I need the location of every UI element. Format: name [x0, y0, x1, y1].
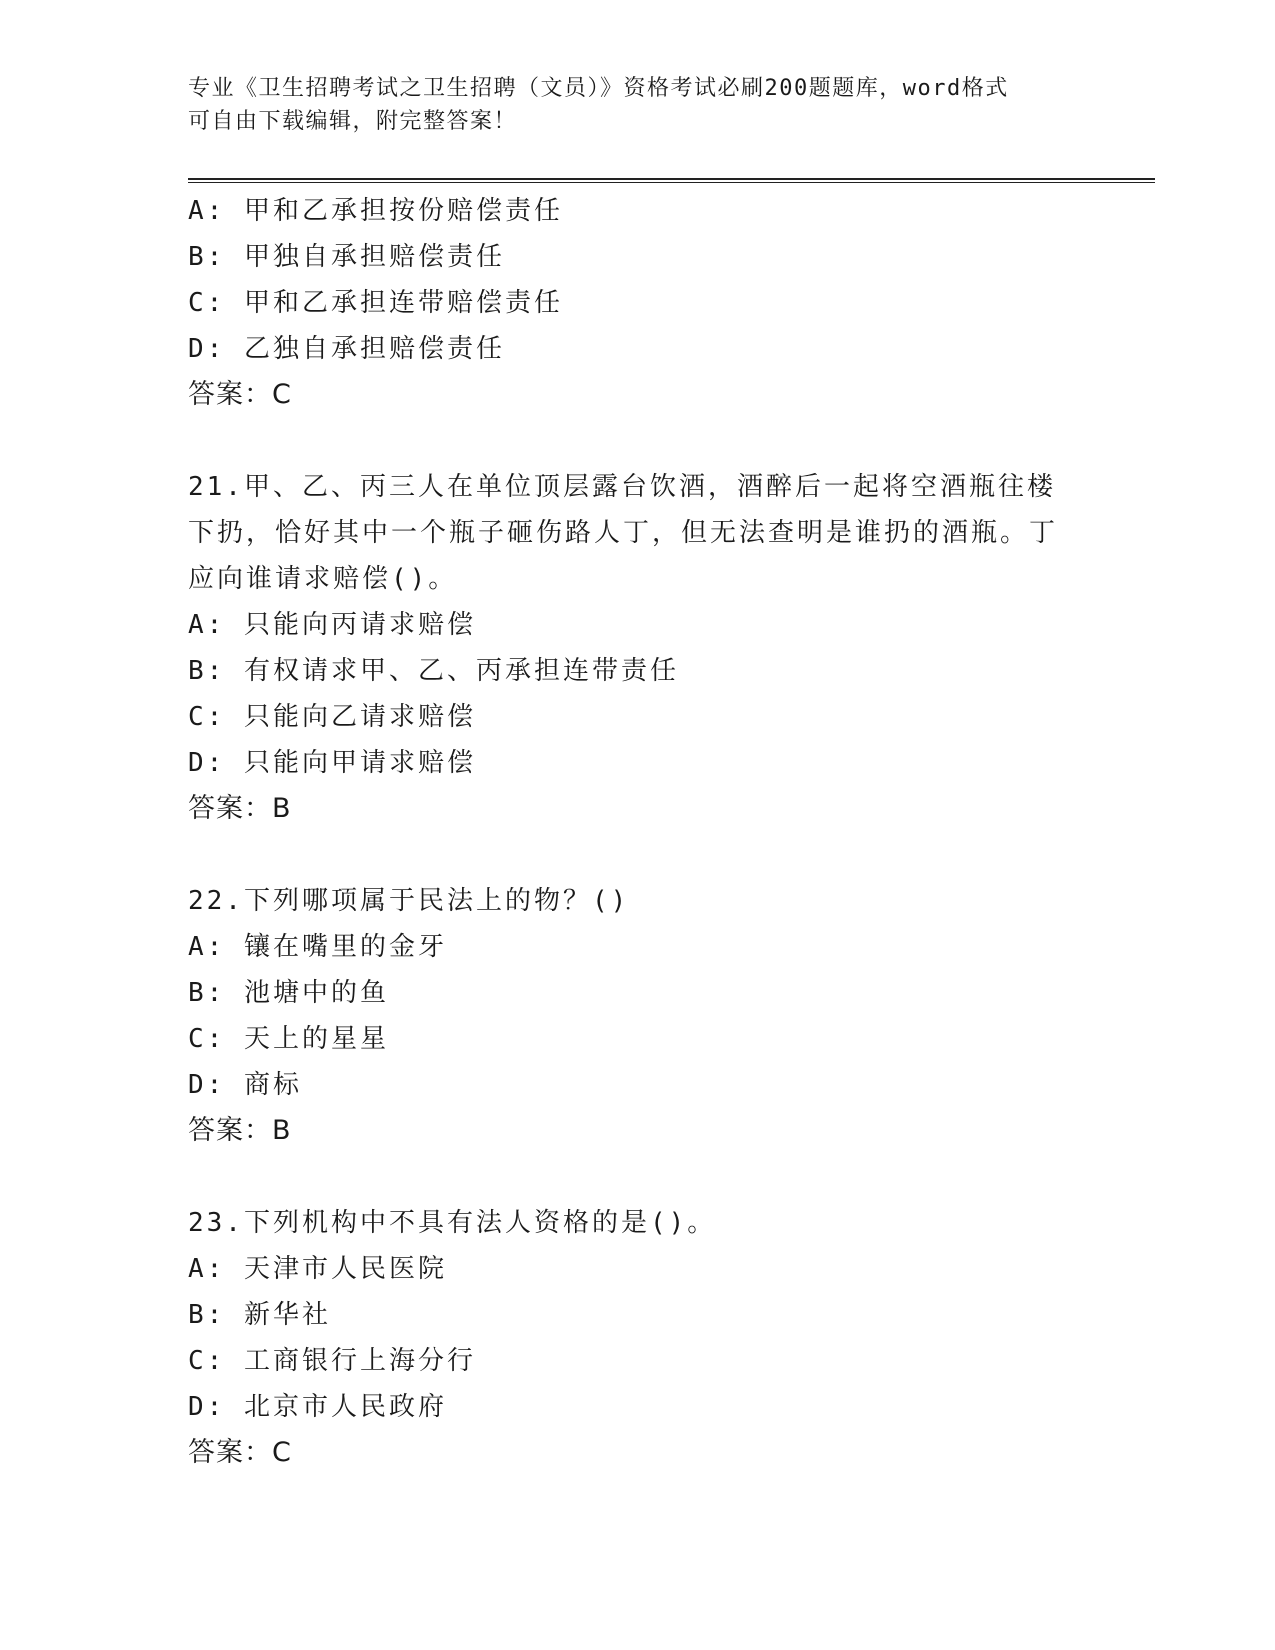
option-c: C: 只能向乙请求赔偿 — [188, 702, 476, 732]
answer-line: 答案：B — [188, 1115, 292, 1146]
option-d: D: 只能向甲请求赔偿 — [188, 748, 476, 778]
option-d: D: 商标 — [188, 1070, 302, 1100]
previous-question — [188, 188, 1088, 418]
option-b: B: 甲独自承担赔偿责任 — [188, 242, 505, 272]
header-line-2: 可自由下载编辑，附完整答案！ — [188, 109, 518, 134]
option-c: C: 甲和乙承担连带赔偿责任 — [188, 288, 563, 318]
document-header — [188, 72, 1088, 138]
question-22 — [188, 878, 1088, 1154]
option-b: B: 池塘中的鱼 — [188, 978, 389, 1008]
question-list — [188, 188, 1088, 1476]
option-d: D: 北京市人民政府 — [188, 1392, 447, 1422]
header-divider — [188, 178, 1155, 183]
question-stem: 21.甲、乙、丙三人在单位顶层露台饮酒，酒醉后一起将空酒瓶往楼下扔，恰好其中一个瓶子砸伤路人丁，但无法查明是谁扔的酒瓶。丁应向谁请求赔偿()。 — [188, 472, 1059, 594]
option-a: A: 只能向丙请求赔偿 — [188, 610, 476, 640]
question-23 — [188, 1200, 1088, 1476]
option-b: B: 有权请求甲、乙、丙承担连带责任 — [188, 656, 679, 686]
header-line-1: 专业《卫生招聘考试之卫生招聘（文员）》资格考试必刷200题题库，word格式 — [188, 76, 1009, 101]
option-d: D: 乙独自承担赔偿责任 — [188, 334, 505, 364]
option-a: A: 镶在嘴里的金牙 — [188, 932, 447, 962]
option-c: C: 工商银行上海分行 — [188, 1346, 476, 1376]
option-a: A: 甲和乙承担按份赔偿责任 — [188, 196, 563, 226]
option-a: A: 天津市人民医院 — [188, 1254, 447, 1284]
answer-line: 答案：C — [188, 1437, 292, 1468]
answer-line: 答案：C — [188, 379, 292, 410]
question-21 — [188, 464, 1088, 832]
option-b: B: 新华社 — [188, 1300, 331, 1330]
question-stem: 22.下列哪项属于民法上的物？() — [188, 886, 630, 916]
answer-line: 答案：B — [188, 793, 292, 824]
question-stem: 23.下列机构中不具有法人资格的是()。 — [188, 1208, 717, 1238]
option-c: C: 天上的星星 — [188, 1024, 389, 1054]
